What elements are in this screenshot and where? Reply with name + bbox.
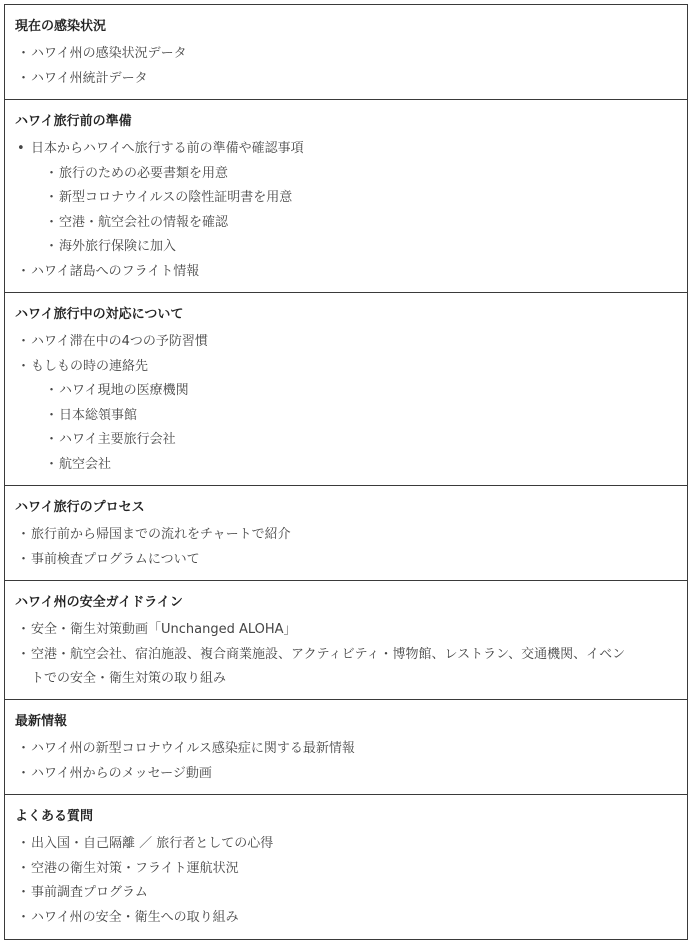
- link-item[interactable]: [15, 762, 677, 787]
- sub-link-item[interactable]: [15, 162, 677, 187]
- link-text[interactable]: 事前調査プログラム: [31, 885, 148, 901]
- link-text[interactable]: ハワイ現地の医療機関: [59, 383, 189, 399]
- bullet-icon: ・: [17, 527, 31, 542]
- link-item[interactable]: [15, 67, 677, 92]
- bullet-icon: ・: [17, 741, 31, 756]
- link-text[interactable]: 安全・衛生対策動画「Unchanged ALOHA」: [31, 622, 297, 637]
- bullet-icon: ・: [45, 383, 59, 399]
- link-item[interactable]: [15, 42, 677, 67]
- link-list: [15, 523, 677, 572]
- link-item[interactable]: [15, 643, 677, 692]
- link-text[interactable]: ハワイ滞在中の4つの予防習慣: [31, 334, 208, 349]
- link-item[interactable]: [15, 881, 677, 906]
- bullet-icon: ・: [45, 239, 59, 255]
- link-text[interactable]: 空港の衛生対策・フライト運航状況: [31, 860, 239, 876]
- link-list: [15, 42, 677, 91]
- section-title: ハワイ旅行前の準備: [15, 114, 132, 129]
- link-text[interactable]: 海外旅行保険に加入: [59, 239, 177, 255]
- bullet-icon: ・: [17, 263, 31, 279]
- section-latest-news: [4, 699, 688, 795]
- link-list: [15, 737, 677, 786]
- link-text[interactable]: ハワイ州統計データ: [31, 70, 148, 86]
- bullet-icon: •: [17, 141, 25, 156]
- bullet-icon: ・: [17, 646, 31, 662]
- link-text[interactable]: 旅行前から帰国までの流れをチャートで紹介: [31, 527, 291, 542]
- bullet-icon: ・: [17, 836, 31, 851]
- bullet-icon: ・: [17, 909, 31, 925]
- bullet-icon: ・: [45, 165, 59, 181]
- link-item[interactable]: [15, 548, 677, 573]
- sub-link-item[interactable]: [15, 211, 677, 236]
- link-item[interactable]: [15, 137, 677, 162]
- section-faq: [4, 794, 688, 940]
- section-safety-guidelines: [4, 580, 688, 700]
- sub-link-item[interactable]: [15, 235, 677, 260]
- section-title: ハワイ旅行中の対応について: [15, 307, 184, 322]
- link-text[interactable]: 出入国・自己隔離 ／ 旅行者としての心得: [31, 836, 274, 851]
- sub-link-item[interactable]: [15, 428, 677, 453]
- bullet-icon: ・: [17, 765, 31, 781]
- link-text[interactable]: 旅行のための必要書類を用意: [59, 165, 229, 181]
- bullet-icon: ・: [17, 622, 31, 637]
- link-text[interactable]: ハワイ主要旅行会社: [59, 432, 176, 448]
- bullet-icon: ・: [17, 334, 31, 349]
- link-text[interactable]: 日本からハワイへ旅行する前の準備や確認事項: [31, 141, 304, 156]
- section-title: 最新情報: [15, 714, 68, 729]
- link-text[interactable]: 事前検査プログラムについて: [31, 551, 200, 567]
- link-list: [15, 137, 677, 285]
- bullet-icon: ・: [45, 432, 59, 448]
- link-item[interactable]: [15, 355, 677, 380]
- link-item[interactable]: [15, 832, 677, 857]
- sub-link-item[interactable]: [15, 379, 677, 404]
- link-item[interactable]: [15, 618, 677, 643]
- bullet-icon: ・: [45, 456, 59, 472]
- sub-link-item[interactable]: [15, 404, 677, 429]
- section-title: ハワイ旅行のプロセス: [15, 500, 145, 515]
- section-travel-process: [4, 485, 688, 581]
- bullet-icon: ・: [45, 190, 59, 206]
- link-text[interactable]: 空港・航空会社の情報を確認: [59, 214, 229, 230]
- bullet-icon: ・: [17, 885, 31, 901]
- link-text[interactable]: ハワイ州の安全・衛生への取り組み: [31, 909, 239, 925]
- section-current-status: [4, 4, 688, 100]
- link-item[interactable]: [15, 857, 677, 882]
- link-item[interactable]: [15, 260, 677, 285]
- link-list: [15, 618, 677, 692]
- link-item[interactable]: [15, 523, 677, 548]
- link-text[interactable]: 空港・航空会社、宿泊施設、複合商業施設、アクティビティ・博物館、レストラン、交通機関、イベントでの安全・衛生対策の取り組み: [31, 646, 626, 687]
- section-title: よくある質問: [15, 809, 94, 824]
- sitemap-list: [4, 4, 688, 940]
- link-text[interactable]: ハワイ州からのメッセージ動画: [31, 765, 212, 781]
- link-item[interactable]: [15, 330, 677, 355]
- bullet-icon: ・: [45, 214, 59, 230]
- link-list: [15, 330, 677, 478]
- link-text[interactable]: ハワイ諸島へのフライト情報: [31, 263, 200, 279]
- link-text[interactable]: 航空会社: [59, 456, 112, 472]
- link-text[interactable]: ハワイ州の新型コロナウイルス感染症に関する最新情報: [31, 741, 355, 756]
- bullet-icon: ・: [17, 46, 31, 61]
- bullet-icon: ・: [45, 407, 59, 423]
- sub-link-item[interactable]: [15, 453, 677, 478]
- section-before-travel: [4, 99, 688, 293]
- link-text[interactable]: 日本総領事館: [59, 407, 138, 423]
- bullet-icon: ・: [17, 358, 31, 374]
- link-item[interactable]: [15, 906, 677, 931]
- link-text[interactable]: 新型コロナウイルスの陰性証明書を用意: [59, 190, 293, 206]
- bullet-icon: ・: [17, 551, 31, 567]
- bullet-icon: ・: [17, 860, 31, 876]
- link-text[interactable]: ハワイ州の感染状況データ: [31, 46, 187, 61]
- sub-link-item[interactable]: [15, 186, 677, 211]
- link-item[interactable]: [15, 737, 677, 762]
- link-text[interactable]: もしもの時の連絡先: [31, 358, 149, 374]
- section-title: 現在の感染状況: [15, 19, 107, 34]
- section-title: ハワイ州の安全ガイドライン: [15, 595, 183, 610]
- bullet-icon: ・: [17, 70, 31, 86]
- link-list: [15, 832, 677, 930]
- section-during-travel: [4, 292, 688, 486]
